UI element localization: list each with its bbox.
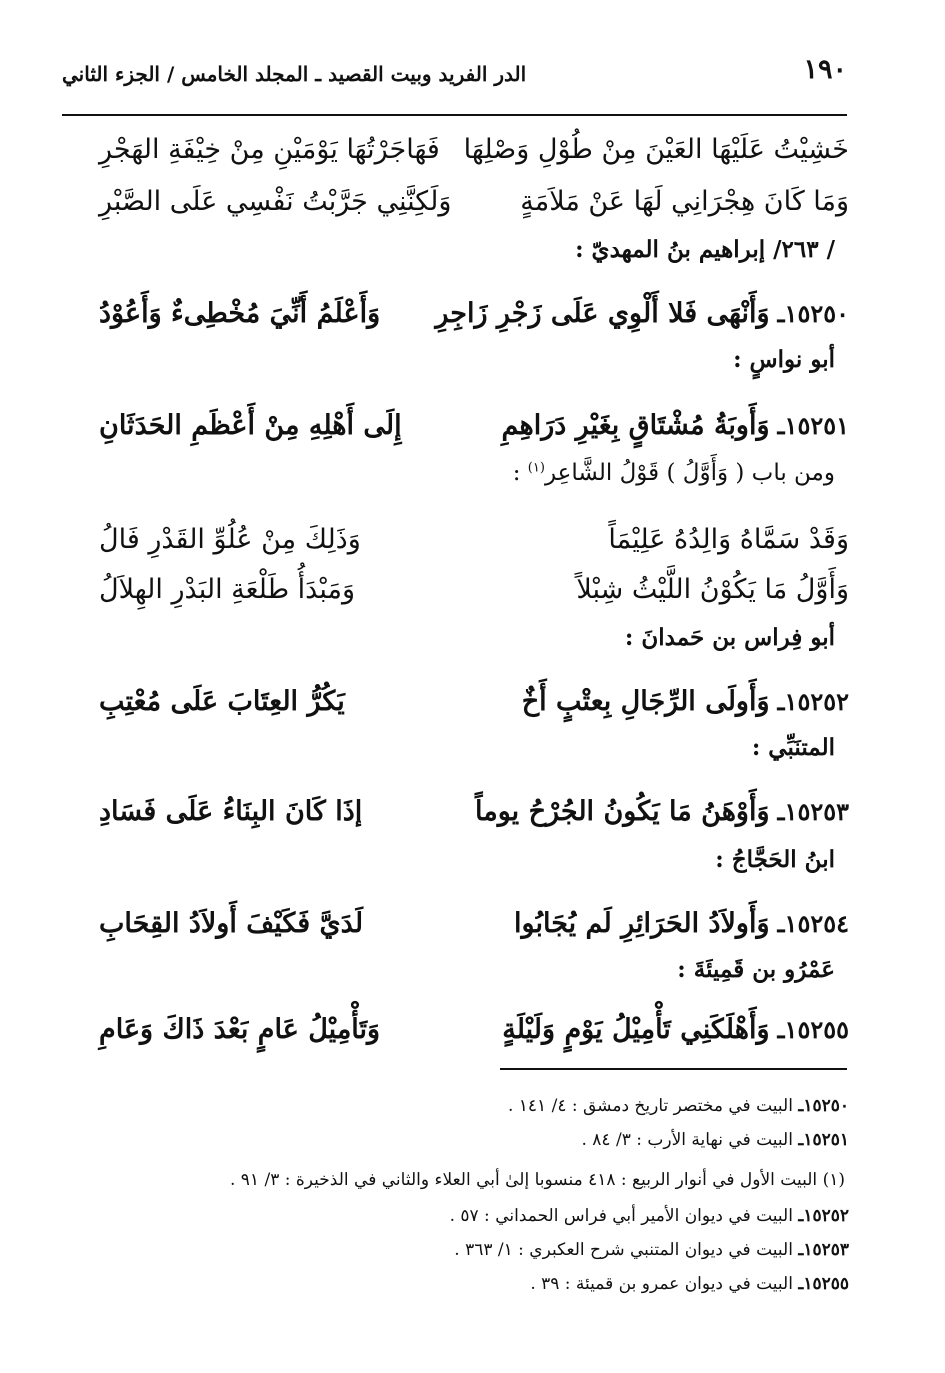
verse-ajuz: وَذَلِكَ مِنْ عُلُوِّ القَدْرِ فَالُ bbox=[99, 523, 361, 555]
footnote-number: ١٥٢٥٠ـ bbox=[798, 1096, 849, 1116]
footnote bbox=[581, 1130, 849, 1150]
verse-sadr: وَأَولَى الرِّجَالِ بِعتْبٍ أَخٌ bbox=[521, 685, 770, 717]
verse-sadr: وَأَولاَدُ الحَرَائِرِ لَم يُجَابُوا bbox=[514, 907, 770, 939]
verse-row-15251 bbox=[99, 400, 849, 450]
footnote-text: البيت في ديوان الأمير أبي فراس الحمداني : ٥٧ . bbox=[449, 1206, 793, 1226]
verse-ajuz: يَكُرُّ العِتَابَ عَلَى مُعْتِبِ bbox=[99, 685, 345, 717]
verse-sadr-group bbox=[502, 1014, 849, 1045]
footnote-number: ١٥٢٥١ـ bbox=[798, 1130, 849, 1150]
footnote-number: ١٥٢٥٣ـ bbox=[798, 1240, 849, 1260]
verse-number: ١٥٢٥١ـ bbox=[777, 410, 849, 440]
footnote-text: البيت في ديوان المتنبي شرح العكبري : ١/ ٣٦٣ . bbox=[454, 1240, 793, 1260]
verse-sadr: خَشِيْتُ عَلَيْهَا العَيْنَ مِنْ طُوْلِ وَصْلِهَا bbox=[463, 133, 849, 165]
footnote bbox=[530, 1274, 849, 1294]
verse-ajuz: فَهَاجَرْتُهَا يَوْمَيْنِ مِنْ خِيْفَةِ الهَجْرِ bbox=[99, 133, 440, 165]
verse-sadr-group bbox=[475, 796, 849, 827]
page-header bbox=[62, 42, 847, 108]
verse-ajuz: وَأَعْلَمُ أَنِّيَ مُخْطِىءٌ وَأَعُوْدُ bbox=[99, 297, 381, 329]
verse-ajuz: لَدَيَّ فَكَيْفَ أَولاَدُ القِحَابِ bbox=[99, 907, 364, 939]
verse-number: ١٥٢٥٣ـ bbox=[777, 796, 849, 826]
verse-row-15250 bbox=[99, 288, 849, 338]
footnote-text: البيت في نهاية الأرب : ٣/ ٨٤ . bbox=[581, 1130, 793, 1150]
verse-sadr-group bbox=[522, 686, 849, 717]
verse-sadr: وَقَدْ سَمَّاهُ وَالِدُهُ عَلِيْمَاً bbox=[608, 523, 849, 555]
running-title: الدر الفريد وبيت القصيد ـ المجلد الخامس / الجزء الثاني bbox=[62, 62, 527, 86]
verse-number: ١٥٢٥٥ـ bbox=[777, 1014, 849, 1044]
poet-name: ابنُ الحَجَّاجُ : bbox=[715, 846, 835, 873]
verse-sadr: وَمَا كَانَ هِجْرَانِي لَهَا عَنْ مَلاَمَةٍ bbox=[520, 185, 849, 217]
footnote-text: البيت الأول في أنوار الربيع : ٤١٨ منسوبا إلىٰ أبي العلاء والثاني في الذخيرة : ٣/ ٩١ . bbox=[229, 1170, 818, 1190]
verse-sadr-group bbox=[435, 298, 849, 329]
verse-sadr: وَأَنْهَى فَلا أَلْوِي عَلَى زَجْرِ زَاجِرِ bbox=[435, 297, 770, 329]
verse-row-15253 bbox=[99, 786, 849, 836]
footnote bbox=[454, 1240, 849, 1260]
verse-number: ١٥٢٥٠ـ bbox=[777, 298, 849, 328]
bab-intro bbox=[513, 460, 835, 486]
footnote-rule bbox=[500, 1068, 847, 1070]
verse-row-15252 bbox=[99, 676, 849, 726]
poet-name: أبو نواسٍ : bbox=[733, 346, 835, 373]
poet-name: عَمْرُو بن قَمِيئَةَ : bbox=[677, 956, 835, 983]
verse-sadr: وَأَهْلَكَنِي تَأْمِيْلُ يَوْمٍ وَلَيْلَةٍ bbox=[502, 1013, 770, 1045]
header-rule bbox=[62, 114, 847, 116]
footnote bbox=[450, 1206, 849, 1226]
verse-number: ١٥٢٥٤ـ bbox=[777, 908, 849, 938]
verse-row-15254 bbox=[99, 898, 849, 948]
footnote bbox=[230, 1170, 845, 1190]
verse-row bbox=[99, 564, 849, 614]
footnote-number: ١٥٢٥٢ـ bbox=[798, 1206, 849, 1226]
verse-sadr-group bbox=[502, 410, 849, 441]
verse-sadr: وَأَوبَةُ مُشْتَاقٍ بِغَيْرِ دَرَاهِمِ bbox=[501, 409, 770, 441]
footnote bbox=[508, 1096, 849, 1116]
verse-row bbox=[99, 514, 849, 564]
verse-row bbox=[99, 124, 849, 174]
verse-ajuz: وَلَكِنَّنِي جَرَّبْتُ نَفْسِي عَلَى الصَّبْرِ bbox=[99, 185, 452, 217]
footnote-number: ١٥٢٥٥ـ bbox=[798, 1274, 849, 1294]
verse-sadr-group bbox=[514, 908, 849, 939]
poet-name: المتنَبِّي : bbox=[751, 734, 835, 761]
verse-row-15255 bbox=[99, 1004, 849, 1054]
verse-sadr: وَأَوَّلُ مَا يَكُوْنُ اللَّيْثُ شِبْلاً bbox=[576, 573, 849, 605]
poet-name: أبو فِراس بن حَمدانَ : bbox=[624, 624, 835, 651]
section-heading-263: / ٢٦٣/ إبراهيم بنُ المهديّ : bbox=[575, 236, 835, 263]
verse-number: ١٥٢٥٢ـ bbox=[777, 686, 849, 716]
verse-ajuz: إِلَى أَهْلِهِ مِنْ أَعْظَمِ الحَدَثَانِ bbox=[99, 409, 402, 441]
verse-ajuz: وَتَأْمِيْلُ عَامٍ بَعْدَ ذَاكَ وَعَامِ bbox=[99, 1013, 381, 1045]
page-number: ١٩٠ bbox=[803, 54, 847, 85]
bab-colon: : bbox=[512, 460, 521, 486]
verse-ajuz: إذَا كَانَ البِنَاءُ عَلَى فَسَادِ bbox=[99, 795, 363, 827]
verse-sadr: وَأَوْهَنُ مَا يَكُونُ الجُرْحُ يوماً bbox=[475, 795, 770, 827]
footnote-number: (١) bbox=[822, 1170, 845, 1190]
footnote-text: البيت في ديوان عمرو بن قميئة : ٣٩ . bbox=[530, 1274, 793, 1294]
verse-row bbox=[99, 176, 849, 226]
verse-ajuz: وَمَبْدَأُ طَلْعَةِ البَدْرِ الهِلاَلُ bbox=[99, 573, 355, 605]
footnote-text: البيت في مختصر تاريخ دمشق : ٤/ ١٤١ . bbox=[507, 1096, 793, 1116]
bab-text: ومن باب ( وَأَوَّلُ ) قَوْلُ الشَّاعِر bbox=[544, 460, 835, 486]
footnote-marker: (١) bbox=[527, 460, 545, 476]
